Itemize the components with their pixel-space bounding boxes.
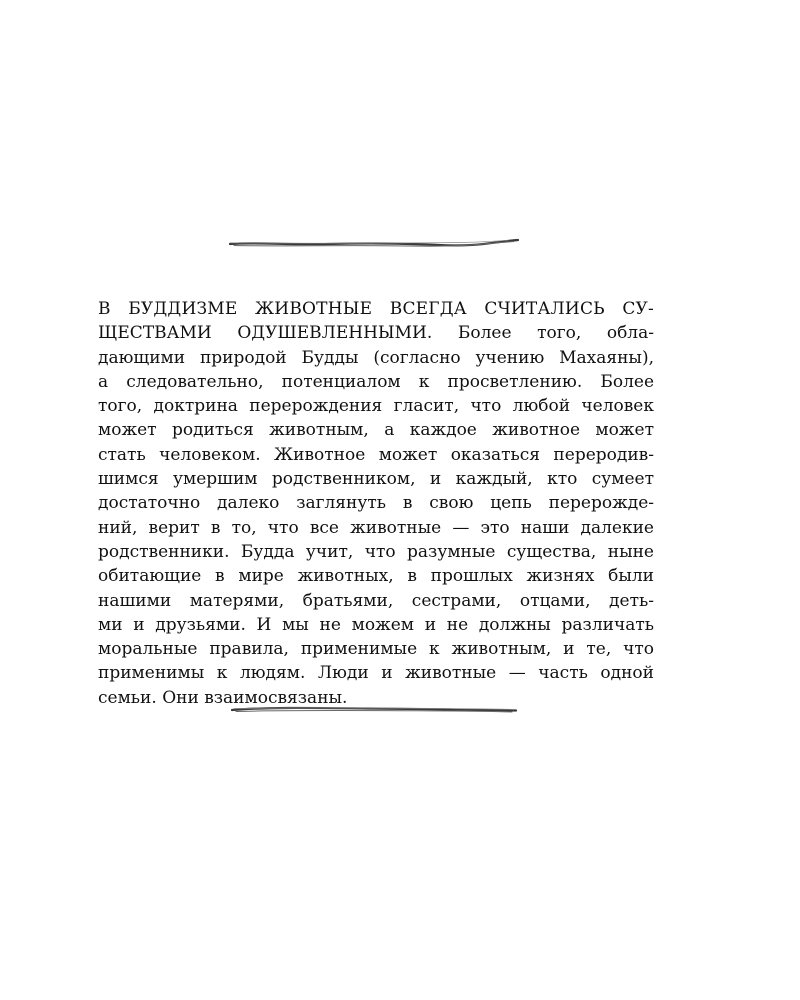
brush-stroke-icon <box>228 236 520 250</box>
paragraph-line: нашими матерями, братьями, сестрами, отцами, деть- <box>98 590 654 611</box>
brush-stroke-icon <box>228 702 520 716</box>
paragraph-line: семьи. Они взаимосвязаны. <box>98 687 348 708</box>
paragraph-line: а следовательно, потенциалом к просветлению. Более <box>98 371 654 392</box>
paragraph-line: обитающие в мире животных, в прошлых жизнях были <box>98 566 654 587</box>
paragraph-line: применимы к людям. Люди и животные — часть одной <box>98 663 654 684</box>
paragraph-line: может родиться животным, а каждое животное может <box>98 420 654 441</box>
top-ornament-divider <box>228 236 520 250</box>
paragraph-line: ний, верит в то, что все животные — это наши далекие <box>98 517 654 538</box>
paragraph-line: родственники. Будда учит, что разумные существа, ныне <box>98 541 654 562</box>
paragraph-line: достаточно далеко заглянуть в свою цепь перерожде- <box>98 493 654 514</box>
paragraph-line: того, доктрина перерождения гласит, что любой человек <box>98 396 654 417</box>
paragraph-line: дающими природой Будды (согласно учению Махаяны), <box>98 347 654 368</box>
paragraph-line: В БУДДИЗМЕ ЖИВОТНЫЕ ВСЕГДА СЧИТАЛИСЬ СУ- <box>98 299 654 319</box>
paragraph-line: моральные правила, применимые к животным, и те, что <box>98 639 654 660</box>
paragraph-line: ми и друзьями. И мы не можем и не должны различать <box>98 614 654 635</box>
bottom-ornament-divider <box>228 702 520 716</box>
paragraph-line: ЩЕСТВАМИ ОДУШЕВЛЕННЫМИ. Более того, обла- <box>98 323 654 344</box>
main-paragraph <box>98 297 654 710</box>
paragraph-line: шимся умершим родственником, и каждый, кто сумеет <box>98 469 654 490</box>
paragraph-line: стать человеком. Животное может оказаться переродив- <box>98 444 654 465</box>
